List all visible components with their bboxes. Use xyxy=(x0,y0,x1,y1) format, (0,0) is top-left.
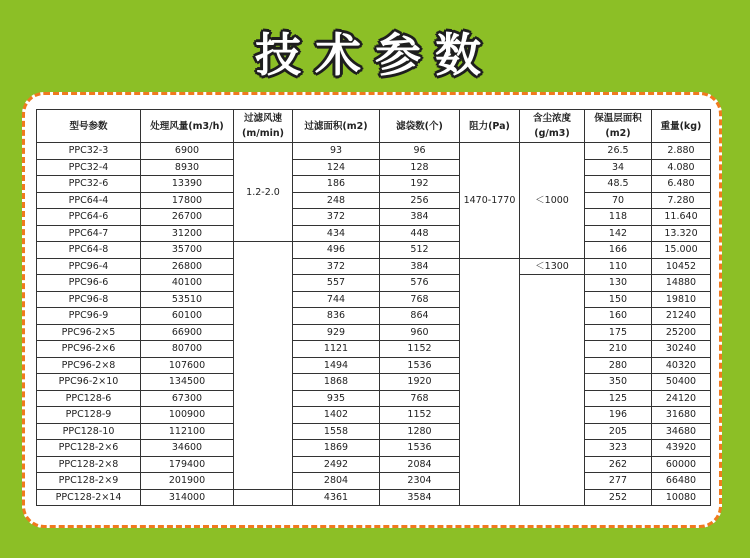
cell-air-volume: 26800 xyxy=(141,258,234,275)
cell-bag-count: 1536 xyxy=(380,440,460,457)
table-row xyxy=(37,324,711,341)
cell-weight: 24120 xyxy=(652,390,711,407)
cell-filter-area: 557 xyxy=(293,275,380,292)
cell-weight: 14880 xyxy=(652,275,711,292)
cell-air-volume: 34600 xyxy=(141,440,234,457)
cell-model: PPC64-4 xyxy=(37,192,141,209)
cell-air-volume: 53510 xyxy=(141,291,234,308)
cell-bag-count: 960 xyxy=(380,324,460,341)
cell-filter-area: 1402 xyxy=(293,407,380,424)
cell-dust-a: ＜1000 xyxy=(520,143,585,259)
table-row xyxy=(37,143,711,160)
table-header-row xyxy=(37,110,711,143)
cell-bag-count: 256 xyxy=(380,192,460,209)
cell-filter-area: 93 xyxy=(293,143,380,160)
cell-weight: 30240 xyxy=(652,341,711,358)
cell-insulation-area: 160 xyxy=(585,308,652,325)
cell-weight: 21240 xyxy=(652,308,711,325)
cell-model: PPC128-6 xyxy=(37,390,141,407)
cell-filter-speed: 1.2-2.0 xyxy=(234,143,293,242)
header-dust-line2: (g/m3) xyxy=(534,128,570,139)
cell-air-volume: 13390 xyxy=(141,176,234,193)
cell-bag-count: 128 xyxy=(380,159,460,176)
cell-air-volume: 100900 xyxy=(141,407,234,424)
table-row xyxy=(37,423,711,440)
cell-model: PPC128-9 xyxy=(37,407,141,424)
cell-weight: 50400 xyxy=(652,374,711,391)
cell-bag-count: 768 xyxy=(380,390,460,407)
header-dust xyxy=(520,110,585,143)
cell-model: PPC96-6 xyxy=(37,275,141,292)
cell-model: PPC128-10 xyxy=(37,423,141,440)
cell-weight: 10452 xyxy=(652,258,711,275)
table-row xyxy=(37,275,711,292)
cell-weight: 43920 xyxy=(652,440,711,457)
cell-air-volume: 201900 xyxy=(141,473,234,490)
cell-insulation-area: 210 xyxy=(585,341,652,358)
cell-bag-count: 2084 xyxy=(380,456,460,473)
spec-panel xyxy=(22,92,722,528)
cell-weight: 31680 xyxy=(652,407,711,424)
cell-filter-area: 2492 xyxy=(293,456,380,473)
cell-bag-count: 864 xyxy=(380,308,460,325)
cell-filter-area: 496 xyxy=(293,242,380,259)
table-row xyxy=(37,489,711,506)
header-filter-speed-line1: 过滤风速 xyxy=(243,113,282,124)
cell-filter-area: 744 xyxy=(293,291,380,308)
cell-insulation-area: 110 xyxy=(585,258,652,275)
table-body xyxy=(37,143,711,506)
cell-insulation-area: 130 xyxy=(585,275,652,292)
cell-insulation-area: 26.5 xyxy=(585,143,652,160)
table-row xyxy=(37,291,711,308)
cell-bag-count: 1152 xyxy=(380,407,460,424)
cell-insulation-area: 48.5 xyxy=(585,176,652,193)
header-bag-count: 滤袋数(个) xyxy=(380,110,460,143)
cell-air-volume: 179400 xyxy=(141,456,234,473)
cell-insulation-area: 280 xyxy=(585,357,652,374)
cell-air-volume: 6900 xyxy=(141,143,234,160)
cell-filter-area: 929 xyxy=(293,324,380,341)
cell-insulation-area: 150 xyxy=(585,291,652,308)
table-row xyxy=(37,407,711,424)
cell-air-volume: 314000 xyxy=(141,489,234,506)
table-row xyxy=(37,357,711,374)
cell-filter-area: 372 xyxy=(293,258,380,275)
cell-model: PPC64-7 xyxy=(37,225,141,242)
cell-model: PPC128-2×14 xyxy=(37,489,141,506)
cell-insulation-area: 196 xyxy=(585,407,652,424)
cell-weight: 10080 xyxy=(652,489,711,506)
cell-insulation-area: 262 xyxy=(585,456,652,473)
cell-resistance: 1470-1770 xyxy=(460,143,520,259)
cell-bag-count: 2304 xyxy=(380,473,460,490)
cell-filter-area: 434 xyxy=(293,225,380,242)
cell-model: PPC96-4 xyxy=(37,258,141,275)
cell-filter-area: 935 xyxy=(293,390,380,407)
table-row xyxy=(37,209,711,226)
table-row xyxy=(37,390,711,407)
cell-filter-area: 836 xyxy=(293,308,380,325)
cell-weight: 2.880 xyxy=(652,143,711,160)
cell-insulation-area: 350 xyxy=(585,374,652,391)
cell-model: PPC32-4 xyxy=(37,159,141,176)
cell-weight: 4.080 xyxy=(652,159,711,176)
header-filter-speed xyxy=(234,110,293,143)
title-banner xyxy=(0,18,750,86)
cell-weight: 7.280 xyxy=(652,192,711,209)
cell-weight: 19810 xyxy=(652,291,711,308)
cell-filter-speed-blank xyxy=(234,242,293,490)
cell-air-volume: 40100 xyxy=(141,275,234,292)
cell-weight: 11.640 xyxy=(652,209,711,226)
cell-filter-area: 248 xyxy=(293,192,380,209)
cell-model: PPC96-2×8 xyxy=(37,357,141,374)
cell-weight: 60000 xyxy=(652,456,711,473)
cell-weight: 6.480 xyxy=(652,176,711,193)
table-row xyxy=(37,308,711,325)
cell-air-volume: 134500 xyxy=(141,374,234,391)
cell-model: PPC128-2×8 xyxy=(37,456,141,473)
cell-air-volume: 17800 xyxy=(141,192,234,209)
table-row xyxy=(37,225,711,242)
table-row xyxy=(37,192,711,209)
cell-model: PPC64-8 xyxy=(37,242,141,259)
page-title: 技术参数 xyxy=(255,28,495,82)
table-row xyxy=(37,176,711,193)
cell-insulation-area: 323 xyxy=(585,440,652,457)
header-air-volume: 处理风量(m3/h) xyxy=(141,110,234,143)
table-row xyxy=(37,242,711,259)
cell-model: PPC96-9 xyxy=(37,308,141,325)
table-row xyxy=(37,374,711,391)
cell-air-volume: 67300 xyxy=(141,390,234,407)
cell-insulation-area: 34 xyxy=(585,159,652,176)
cell-bag-count: 384 xyxy=(380,258,460,275)
cell-air-volume: 26700 xyxy=(141,209,234,226)
cell-filter-area: 1121 xyxy=(293,341,380,358)
cell-insulation-area: 166 xyxy=(585,242,652,259)
cell-air-volume: 31200 xyxy=(141,225,234,242)
cell-bag-count: 192 xyxy=(380,176,460,193)
cell-insulation-area: 142 xyxy=(585,225,652,242)
cell-air-volume: 8930 xyxy=(141,159,234,176)
cell-insulation-area: 175 xyxy=(585,324,652,341)
cell-filter-area: 4361 xyxy=(293,489,380,506)
cell-filter-area: 124 xyxy=(293,159,380,176)
cell-bag-count: 1152 xyxy=(380,341,460,358)
cell-air-volume: 35700 xyxy=(141,242,234,259)
cell-insulation-area: 205 xyxy=(585,423,652,440)
table-row xyxy=(37,473,711,490)
table-row xyxy=(37,159,711,176)
cell-model: PPC128-2×6 xyxy=(37,440,141,457)
cell-model: PPC96-2×6 xyxy=(37,341,141,358)
cell-insulation-area: 125 xyxy=(585,390,652,407)
cell-air-volume: 66900 xyxy=(141,324,234,341)
cell-bag-count: 768 xyxy=(380,291,460,308)
cell-filter-area: 2804 xyxy=(293,473,380,490)
cell-model: PPC64-6 xyxy=(37,209,141,226)
cell-weight: 15.000 xyxy=(652,242,711,259)
cell-filter-area: 1494 xyxy=(293,357,380,374)
cell-model: PPC128-2×9 xyxy=(37,473,141,490)
cell-weight: 40320 xyxy=(652,357,711,374)
cell-bag-count: 576 xyxy=(380,275,460,292)
cell-dust-b: ＜1300 xyxy=(520,258,585,275)
cell-resistance-blank xyxy=(460,258,520,506)
cell-filter-area: 1868 xyxy=(293,374,380,391)
cell-insulation-area: 70 xyxy=(585,192,652,209)
cell-insulation-area: 118 xyxy=(585,209,652,226)
cell-weight: 25200 xyxy=(652,324,711,341)
cell-weight: 66480 xyxy=(652,473,711,490)
cell-model: PPC32-6 xyxy=(37,176,141,193)
table-row xyxy=(37,341,711,358)
header-filter-area: 过滤面积(m2) xyxy=(293,110,380,143)
cell-bag-count: 384 xyxy=(380,209,460,226)
cell-bag-count: 512 xyxy=(380,242,460,259)
cell-model: PPC32-3 xyxy=(37,143,141,160)
cell-air-volume: 60100 xyxy=(141,308,234,325)
cell-bag-count: 1280 xyxy=(380,423,460,440)
cell-filter-speed-last xyxy=(234,489,293,506)
spec-table xyxy=(36,109,711,506)
header-weight: 重量(kg) xyxy=(652,110,711,143)
cell-model: PPC96-8 xyxy=(37,291,141,308)
cell-filter-area: 372 xyxy=(293,209,380,226)
cell-air-volume: 80700 xyxy=(141,341,234,358)
cell-weight: 34680 xyxy=(652,423,711,440)
cell-filter-area: 1558 xyxy=(293,423,380,440)
cell-filter-area: 1869 xyxy=(293,440,380,457)
cell-dust-blank xyxy=(520,275,585,506)
header-insulation-area: 保温层面积(m2) xyxy=(585,110,652,143)
table-row xyxy=(37,440,711,457)
cell-air-volume: 112100 xyxy=(141,423,234,440)
table-row xyxy=(37,258,711,275)
cell-bag-count: 448 xyxy=(380,225,460,242)
cell-insulation-area: 252 xyxy=(585,489,652,506)
cell-model: PPC96-2×10 xyxy=(37,374,141,391)
header-dust-line1: 含尘浓度 xyxy=(532,113,571,124)
cell-bag-count: 3584 xyxy=(380,489,460,506)
cell-weight: 13.320 xyxy=(652,225,711,242)
cell-filter-area: 186 xyxy=(293,176,380,193)
cell-insulation-area: 277 xyxy=(585,473,652,490)
header-filter-speed-line2: (m/min) xyxy=(242,128,284,139)
header-resistance: 阻力(Pa) xyxy=(460,110,520,143)
cell-bag-count: 1920 xyxy=(380,374,460,391)
cell-air-volume: 107600 xyxy=(141,357,234,374)
header-model: 型号参数 xyxy=(37,110,141,143)
table-row xyxy=(37,456,711,473)
cell-model: PPC96-2×5 xyxy=(37,324,141,341)
cell-bag-count: 1536 xyxy=(380,357,460,374)
cell-bag-count: 96 xyxy=(380,143,460,160)
